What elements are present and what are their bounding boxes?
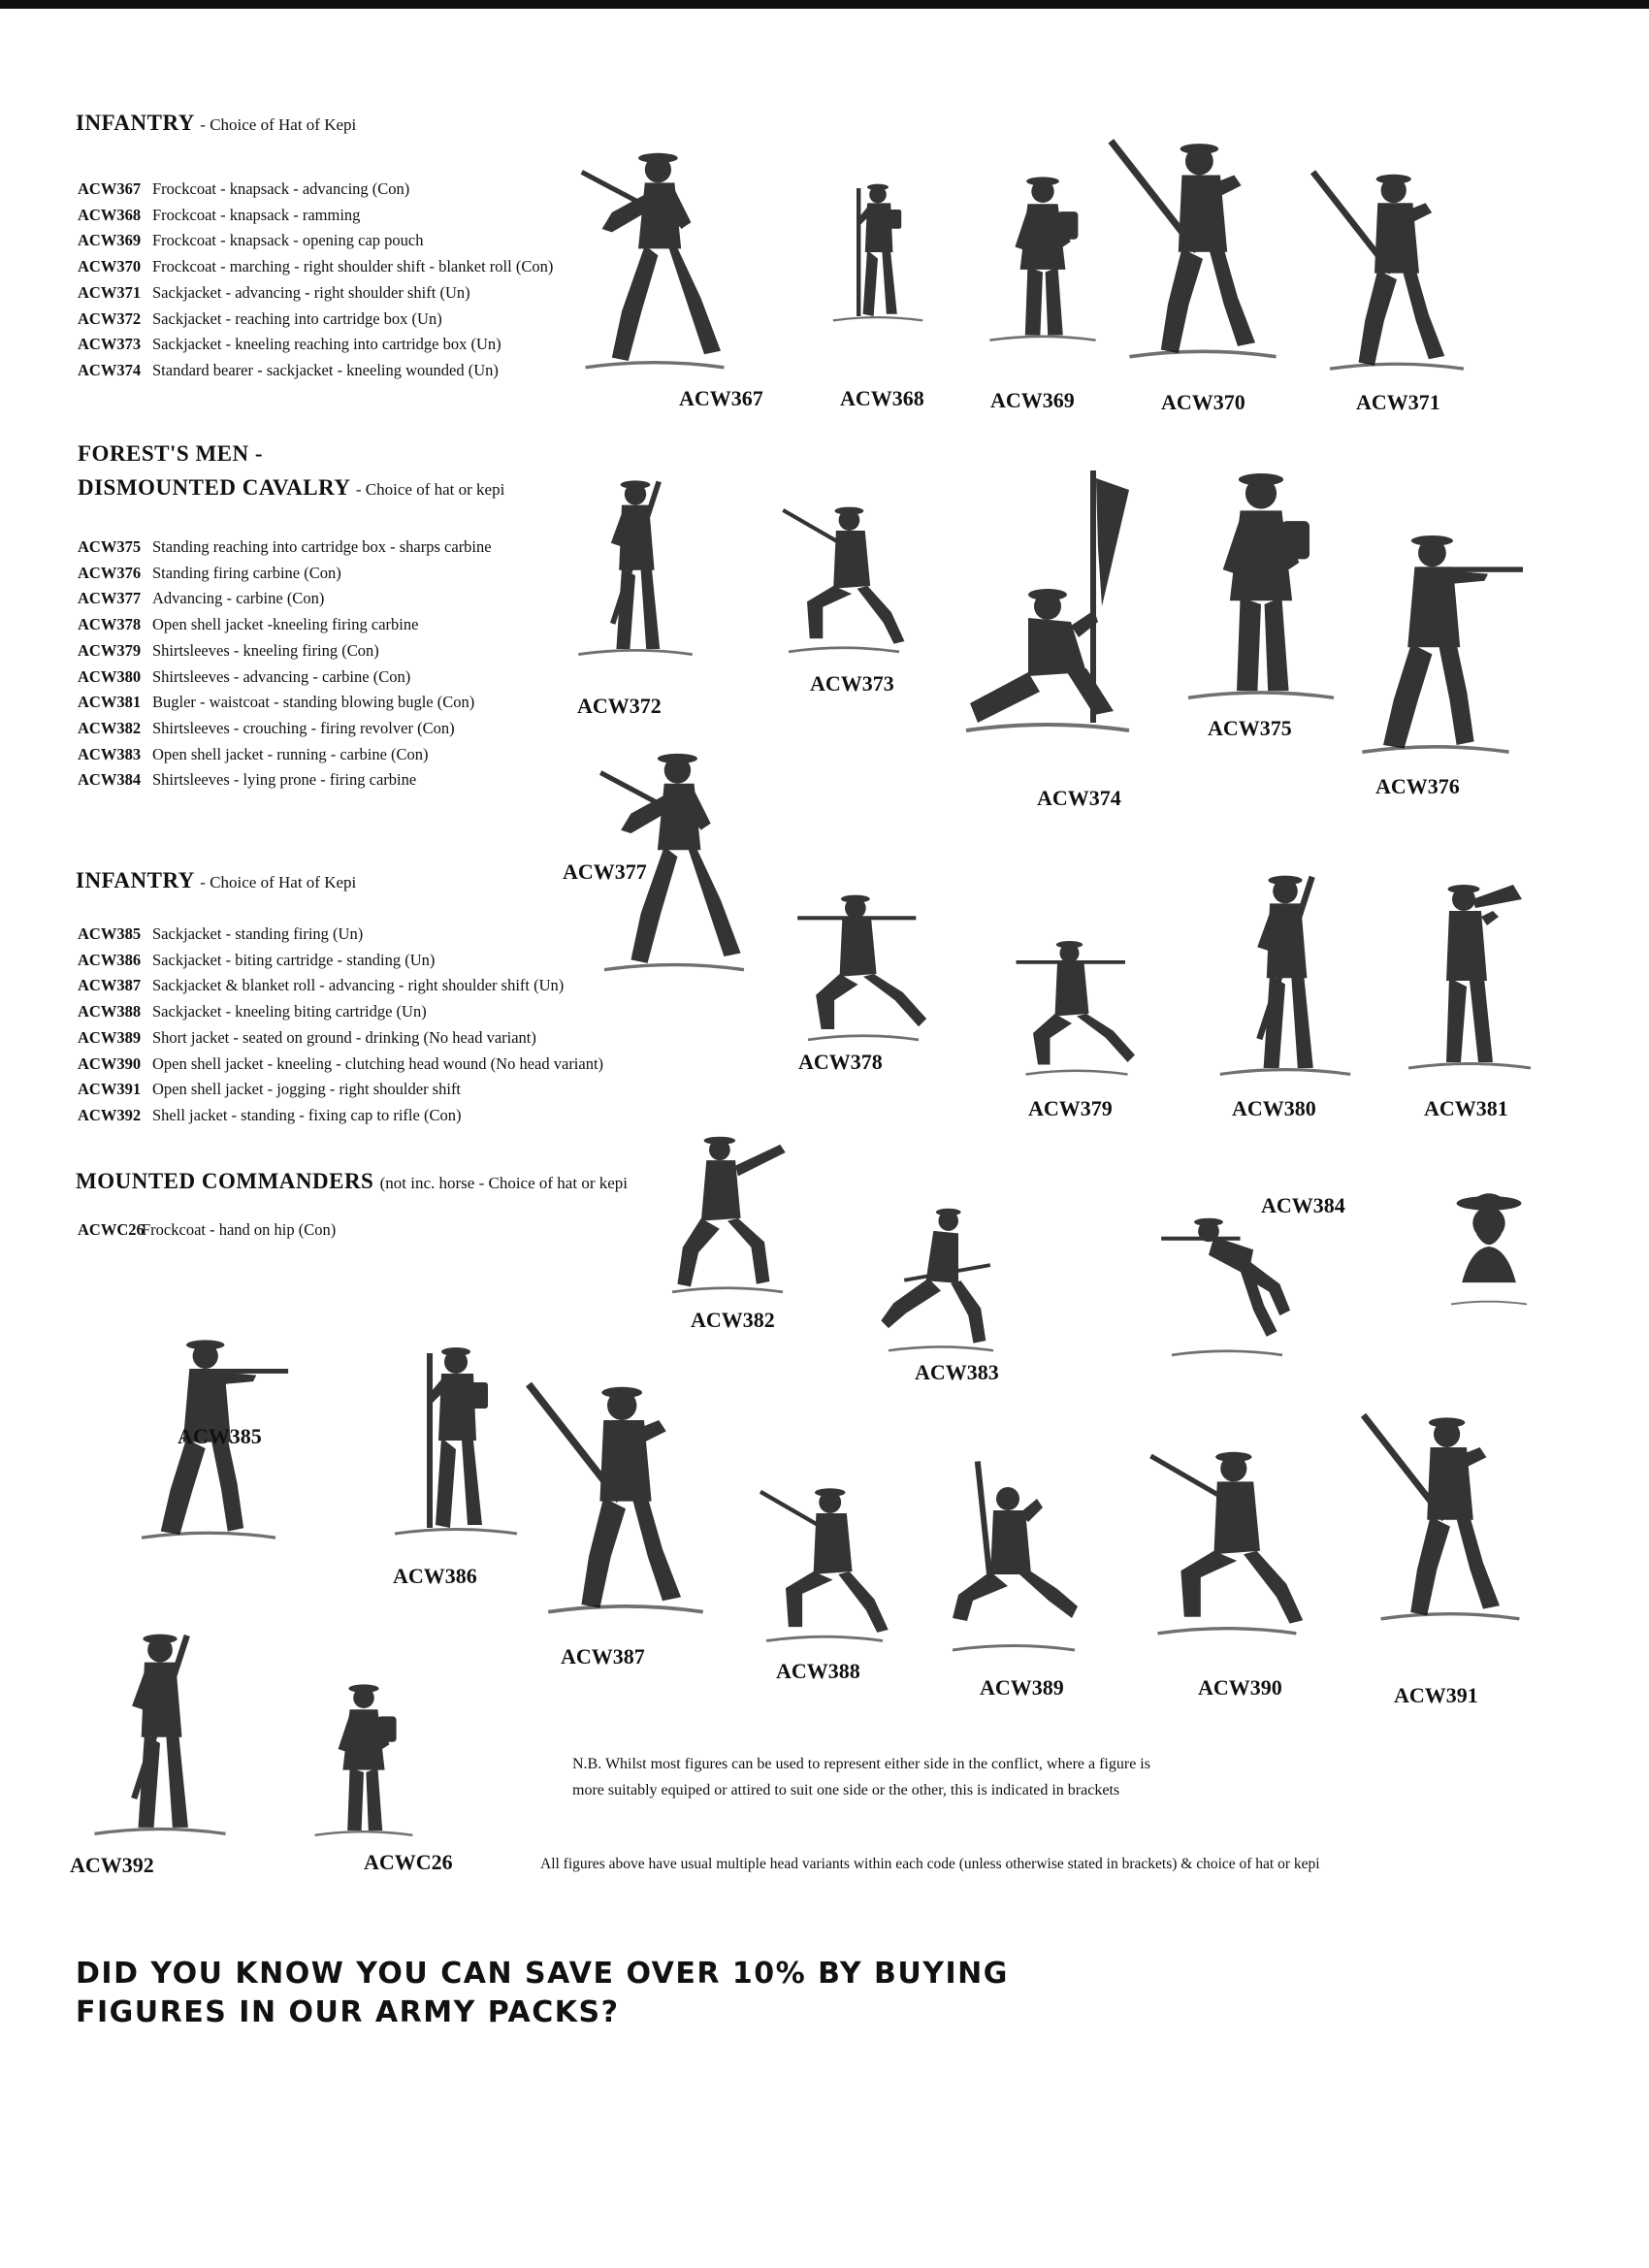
figure-label-acw389: ACW389 bbox=[980, 1675, 1064, 1700]
list-item: ACW373 Sackjacket - kneeling reaching into cartridge box (Un) bbox=[78, 335, 501, 354]
figure-illustration-acw376 bbox=[1348, 514, 1523, 766]
figure-illustration-acw389 bbox=[941, 1450, 1086, 1664]
section-title-dismounted-cavalry: DISMOUNTED CAVALRY - Choice of hat or kepi bbox=[78, 475, 505, 500]
figure-label-acw377: ACW377 bbox=[563, 859, 647, 884]
item-list-mounted-commanders bbox=[78, 1217, 336, 1244]
all-figures-note: All figures above have usual multiple head variants within each code (unless otherwise stated in brackets) & choice of hat or kepi bbox=[540, 1856, 1320, 1872]
list-item: ACW384 Shirtsleeves - lying prone - firing carbine bbox=[78, 770, 417, 790]
figure-label-acw369: ACW369 bbox=[990, 388, 1075, 412]
list-item: ACW381 Bugler - waistcoat - standing blowing bugle (Con) bbox=[78, 693, 475, 712]
nb-note: N.B. Whilst most figures can be used to represent either side in the conflict, where a figure is more suitably equiped or attired to suit one side or the other, this is indicated in brackets bbox=[572, 1756, 1150, 1798]
figure-illustration-acw390 bbox=[1145, 1387, 1310, 1669]
figure-illustration-acw380 bbox=[1208, 859, 1363, 1091]
list-item: ACW387 Sackjacket & blanket roll - advancing - right shoulder shift (Un) bbox=[78, 976, 565, 995]
list-item: ACW392 Shell jacket - standing - fixing cap to rifle (Con) bbox=[78, 1105, 462, 1124]
figure-label-acw380: ACW380 bbox=[1232, 1096, 1316, 1120]
figure-illustration-acw26-left bbox=[306, 1664, 422, 1858]
list-item: ACW371 Sackjacket - advancing - right shoulder shift (Un) bbox=[78, 282, 470, 302]
list-item: ACW367 Frockcoat - knapsack - advancing (Con) bbox=[78, 179, 410, 198]
figure-label-acw368: ACW368 bbox=[840, 386, 924, 410]
figure-illustration-acw375 bbox=[1174, 466, 1348, 708]
figure-label-acw383: ACW383 bbox=[915, 1360, 999, 1384]
figure-label-acw367: ACW367 bbox=[679, 386, 763, 410]
figure-label-acw370: ACW370 bbox=[1161, 390, 1245, 414]
figure-label-acw392: ACW392 bbox=[70, 1853, 154, 1877]
figure-illustration-acwc26 bbox=[1436, 1183, 1542, 1310]
figure-label-acw371: ACW371 bbox=[1356, 390, 1440, 414]
figure-label-acw386: ACW386 bbox=[393, 1564, 477, 1588]
item-list-infantry-2 bbox=[78, 922, 603, 1129]
item-list-infantry-1 bbox=[78, 177, 553, 384]
item-list-dismounted-cavalry bbox=[78, 535, 492, 794]
figure-label-acw382: ACW382 bbox=[691, 1308, 775, 1332]
figure-illustration-acw373 bbox=[747, 475, 941, 660]
figure-illustration-acw369 bbox=[980, 141, 1106, 378]
figure-illustration-acw378 bbox=[766, 863, 960, 1048]
list-item: ACW391 Open shell jacket - jogging - right shoulder shift bbox=[78, 1080, 462, 1099]
list-item: ACW376 Standing firing carbine (Con) bbox=[78, 563, 341, 582]
figure-label-acw375: ACW375 bbox=[1208, 716, 1292, 740]
figure-label-acw378: ACW378 bbox=[798, 1050, 883, 1074]
list-item: ACW372 Sackjacket - reaching into cartridge box (Un) bbox=[78, 308, 442, 328]
figure-label-acw379: ACW379 bbox=[1028, 1096, 1113, 1120]
figure-illustration-acw379 bbox=[980, 912, 1174, 1082]
list-item: ACW389 Short jacket - seated on ground - drinking (No head variant) bbox=[78, 1027, 536, 1047]
list-item: ACW379 Shirtsleeves - kneeling firing (Con) bbox=[78, 640, 379, 660]
list-item: ACW370 Frockcoat - marching - right shoulder shift - blanket roll (Con) bbox=[78, 257, 554, 276]
figure-illustration-acw392 bbox=[73, 1625, 247, 1843]
list-item: ACW377 Advancing - carbine (Con) bbox=[78, 589, 325, 608]
list-item: ACW375 Standing reaching into cartridge box - sharps carbine bbox=[78, 537, 492, 556]
figure-illustration-acw383 bbox=[863, 1183, 1018, 1358]
figure-illustration-acw381 bbox=[1397, 859, 1542, 1091]
figure-label-acw384: ACW384 bbox=[1261, 1193, 1345, 1217]
list-item: ACW380 Shirtsleeves - advancing - carbine (Con) bbox=[78, 666, 411, 686]
figure-illustration-acw372 bbox=[567, 446, 703, 689]
figure-illustration-acw388 bbox=[752, 1455, 897, 1649]
figure-illustration-acw367 bbox=[572, 146, 737, 378]
list-item: ACW388 Sackjacket - kneeling biting cartridge (Un) bbox=[78, 1002, 427, 1021]
figure-label-acw372: ACW372 bbox=[577, 694, 662, 718]
figure-label-acw373: ACW373 bbox=[810, 671, 894, 696]
figure-illustration-acw368 bbox=[824, 126, 931, 378]
list-item: ACW386 Sackjacket - biting cartridge - standing (Un) bbox=[78, 950, 436, 969]
list-item: ACW374 Standard bearer - sackjacket - kneeling wounded (Un) bbox=[78, 360, 499, 379]
list-item: ACW378 Open shell jacket -kneeling firing carbine bbox=[78, 615, 419, 634]
list-item: ACW368 Frockcoat - knapsack - ramming bbox=[78, 205, 361, 224]
figure-label-acw385: ACW385 bbox=[178, 1424, 262, 1448]
page-top-edge bbox=[0, 0, 1649, 9]
list-item: ACW369 Frockcoat - knapsack - opening cap pouch bbox=[78, 231, 424, 250]
figure-label-acw381: ACW381 bbox=[1424, 1096, 1508, 1120]
figure-illustration-acw391 bbox=[1368, 1358, 1533, 1669]
figure-label-acw374: ACW374 bbox=[1037, 786, 1121, 810]
figure-illustration-acw387 bbox=[534, 1348, 718, 1639]
figure-label-acw391: ACW391 bbox=[1394, 1683, 1478, 1707]
section-title-infantry-1: INFANTRY - Choice of Hat of Kepi bbox=[76, 111, 357, 135]
figure-illustration-acw370 bbox=[1116, 107, 1290, 383]
figure-label-acw390: ACW390 bbox=[1198, 1675, 1282, 1700]
list-item: ACWC26Frockcoat - hand on hip (Con) bbox=[78, 1220, 337, 1239]
figure-illustration-acw386 bbox=[383, 1319, 529, 1562]
army-packs-banner: DID YOU KNOW YOU CAN SAVE OVER 10% BY BUYING FIGURES IN OUR ARMY PACKS? bbox=[76, 1957, 1009, 2029]
list-item: ACW390 Open shell jacket - kneeling - clutching head wound (No head variant) bbox=[78, 1053, 604, 1073]
figure-label-acw376: ACW376 bbox=[1375, 774, 1460, 798]
figure-illustration-acw371 bbox=[1314, 155, 1479, 378]
section-title-infantry-2: INFANTRY - Choice of Hat of Kepi bbox=[76, 868, 357, 892]
figure-illustration-acw382 bbox=[640, 1116, 815, 1300]
figure-label-acw388: ACW388 bbox=[776, 1659, 860, 1683]
figure-label-acwc26: ACWC26 bbox=[364, 1850, 453, 1874]
figure-label-acw387: ACW387 bbox=[561, 1644, 645, 1669]
section-title-forests-men: FOREST'S MEN - bbox=[78, 441, 264, 466]
list-item: ACW383 Open shell jacket - running - carbine (Con) bbox=[78, 744, 429, 763]
section-title-mounted-commanders: MOUNTED COMMANDERS (not inc. horse - Choice of hat or kepi bbox=[76, 1169, 629, 1193]
list-item: ACW385 Sackjacket - standing firing (Un) bbox=[78, 924, 364, 943]
figure-illustration-acw374 bbox=[951, 446, 1145, 766]
list-item: ACW382 Shirtsleeves - crouching - firing revolver (Con) bbox=[78, 718, 455, 737]
